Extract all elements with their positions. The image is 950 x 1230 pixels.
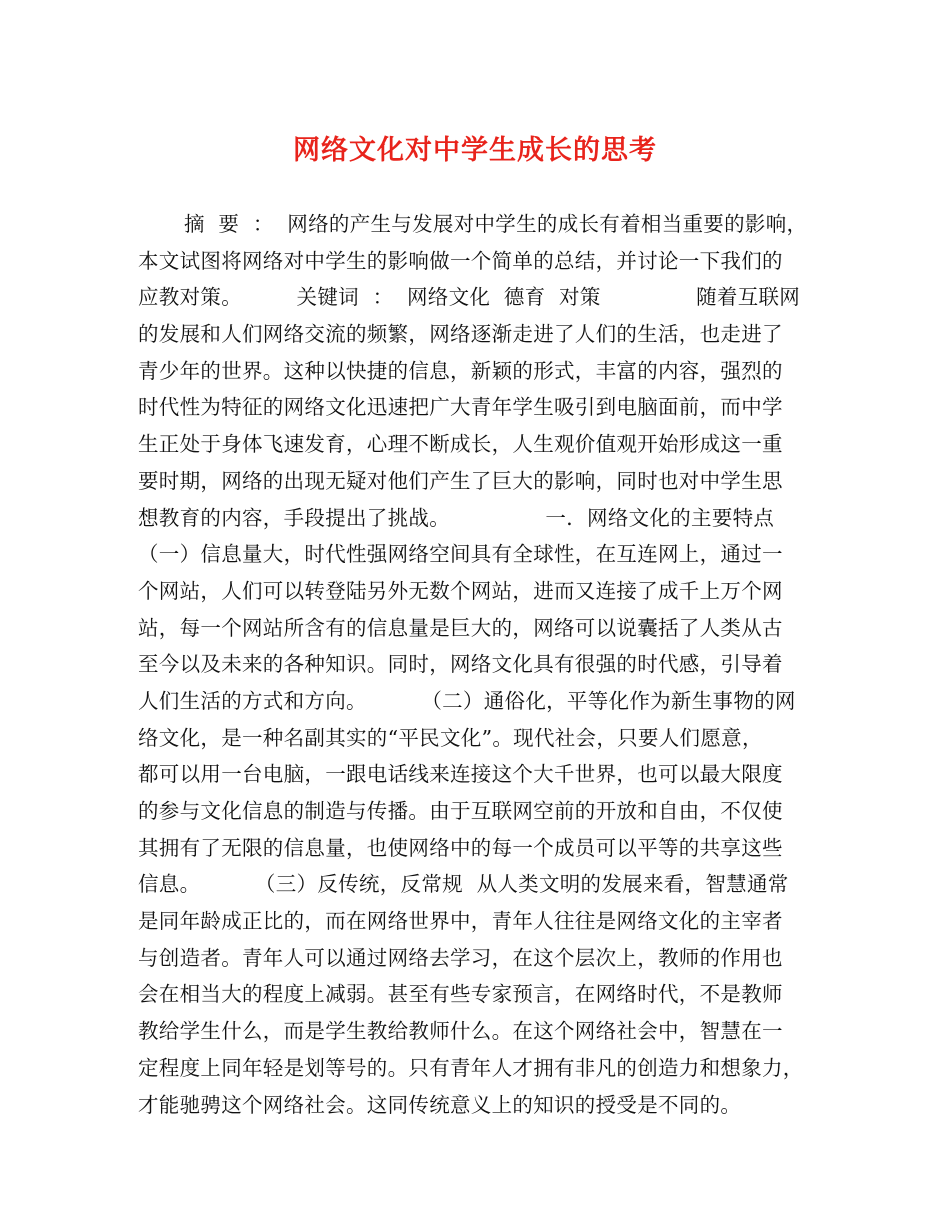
text-line: 应教对策。 关键词 ： 网络文化 德育 对策 随着互联网 xyxy=(138,285,801,310)
text-line: 教给学生什么，而是学生教给教师什么。在这个网络社会中，智慧在一 xyxy=(138,1019,783,1044)
text-line: 会在相当大的程度上减弱。甚至有些专家预言，在网络时代，不是教师 xyxy=(138,982,783,1007)
text-line: 信息。 （三）反传统，反常规 从人类文明的发展来看，智慧通常 xyxy=(138,872,789,897)
text-line: 其拥有了无限的信息量，也使网络中的每一个成员可以平等的共享这些 xyxy=(138,835,783,860)
text-line: 络文化，是一种名副其实的“平民文化”。现代社会，只要人们愿意， xyxy=(138,725,763,750)
document-title: 网络文化对中学生成长的思考 xyxy=(293,135,657,166)
text-line: 要时期，网络的出现无疑对他们产生了巨大的影响，同时也对中学生思 xyxy=(138,468,783,493)
text-line: 的参与文化信息的制造与传播。由于互联网空前的开放和自由，不仅使 xyxy=(138,799,783,823)
text-line: 本文试图将网络对中学生的影响做一个简单的总结，并讨论一下我们的 xyxy=(138,248,783,273)
text-line: 生正处于身体飞速发育，心理不断成长，人生观价值观开始形成这一重 xyxy=(138,432,783,457)
text-line: 想教育的内容，手段提出了挑战。 一．网络文化的主要特点 xyxy=(138,505,775,530)
text-line: 定程度上同年轻是划等号的。只有青年人才拥有非凡的创造力和想象力， xyxy=(138,1055,804,1080)
text-line: 是同年龄成正比的，而在网络世界中，青年人往往是网络文化的主宰者 xyxy=(138,909,783,934)
text-line: 站，每一个网站所含有的信息量是巨大的，网络可以说囊括了人类从古 xyxy=(138,615,783,640)
text-line: 与创造者。青年人可以通过网络去学习，在这个层次上，教师的作用也 xyxy=(138,945,783,970)
text-line: 摘 要 ： 网络的产生与发展对中学生的成长有着相当重要的影响， xyxy=(184,212,808,236)
text-line: （一）信息量大，时代性强网络空间具有全球性，在互连网上，通过一 xyxy=(138,542,783,567)
text-line: 都可以用一台电脑，一跟电话线来连接这个大千世界，也可以最大限度 xyxy=(138,762,783,787)
text-line: 青少年的世界。这种以快捷的信息，新颖的形式，丰富的内容，强烈的 xyxy=(138,358,783,383)
text-line: 才能驰骋这个网络社会。这同传统意义上的知识的授受是不同的。 xyxy=(138,1092,742,1117)
text-line: 时代性为特征的网络文化迅速把广大青年学生吸引到电脑面前，而中学 xyxy=(138,395,783,420)
text-line: 人们生活的方式和方向。 （二）通俗化，平等化作为新生事物的网 xyxy=(138,688,796,713)
text-line: 的发展和人们网络交流的频繁，网络逐渐走进了人们的生活，也走进了 xyxy=(138,322,783,347)
text-line: 个网站，人们可以转登陆另外无数个网站，进而又连接了成千上万个网 xyxy=(138,578,783,603)
document-body xyxy=(138,206,828,1123)
text-line: 至今以及未来的各种知识。同时，网络文化具有很强的时代感，引导着 xyxy=(138,652,783,677)
